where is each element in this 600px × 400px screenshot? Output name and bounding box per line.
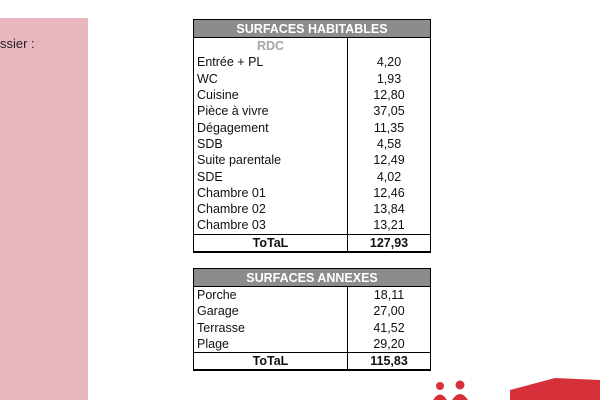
annexes-title: SURFACES ANNEXES	[194, 269, 431, 287]
annexes-total-value: 115,83	[348, 353, 431, 371]
room-name: Cuisine	[194, 87, 348, 103]
room-name: Dégagement	[194, 119, 348, 135]
room-area: 37,05	[348, 103, 431, 119]
table-row	[194, 119, 431, 135]
room-name: Entrée + PL	[194, 54, 348, 70]
room-name: Porche	[194, 287, 348, 304]
table-row	[194, 185, 431, 201]
room-name: Pièce à vivre	[194, 103, 348, 119]
annexes-total-label: ToTaL	[194, 353, 348, 371]
table-row	[194, 287, 431, 304]
habitables-title: SURFACES HABITABLES	[194, 20, 431, 38]
room-area: 41,52	[348, 320, 431, 336]
floor-label: RDC	[194, 38, 348, 55]
room-name: Garage	[194, 303, 348, 319]
room-area: 4,58	[348, 136, 431, 152]
table-row	[194, 71, 431, 87]
table-row	[194, 168, 431, 184]
people-icon	[433, 381, 468, 400]
room-name: Chambre 02	[194, 201, 348, 217]
left-sidebar-panel	[0, 18, 88, 400]
room-name: Chambre 03	[194, 217, 348, 234]
room-area: 18,11	[348, 287, 431, 304]
table-row	[194, 136, 431, 152]
roof-icon	[510, 378, 600, 400]
room-name: Plage	[194, 336, 348, 353]
room-area: 27,00	[348, 303, 431, 319]
room-name: Terrasse	[194, 320, 348, 336]
table-row	[194, 152, 431, 168]
dossier-label: ssier :	[0, 36, 35, 51]
habitables-total-label: ToTaL	[194, 234, 348, 252]
room-area: 11,35	[348, 119, 431, 135]
room-name: WC	[194, 71, 348, 87]
room-area: 12,49	[348, 152, 431, 168]
room-area: 12,80	[348, 87, 431, 103]
table-row	[194, 87, 431, 103]
room-area: 13,84	[348, 201, 431, 217]
room-area: 4,20	[348, 54, 431, 70]
table-row	[194, 303, 431, 319]
room-name: Suite parentale	[194, 152, 348, 168]
table-row	[194, 103, 431, 119]
room-name: Chambre 01	[194, 185, 348, 201]
room-name: SDE	[194, 168, 348, 184]
company-logo	[430, 376, 600, 400]
table-row	[194, 217, 431, 234]
room-name: SDB	[194, 136, 348, 152]
habitables-total-value: 127,93	[348, 234, 431, 252]
table-row	[194, 320, 431, 336]
table-row	[194, 336, 431, 353]
table-row	[194, 201, 431, 217]
room-area: 29,20	[348, 336, 431, 353]
room-area: 12,46	[348, 185, 431, 201]
room-area: 1,93	[348, 71, 431, 87]
surfaces-habitables-table	[193, 19, 431, 253]
room-area: 4,02	[348, 168, 431, 184]
table-row	[194, 54, 431, 70]
room-area: 13,21	[348, 217, 431, 234]
surfaces-annexes-table	[193, 268, 431, 371]
